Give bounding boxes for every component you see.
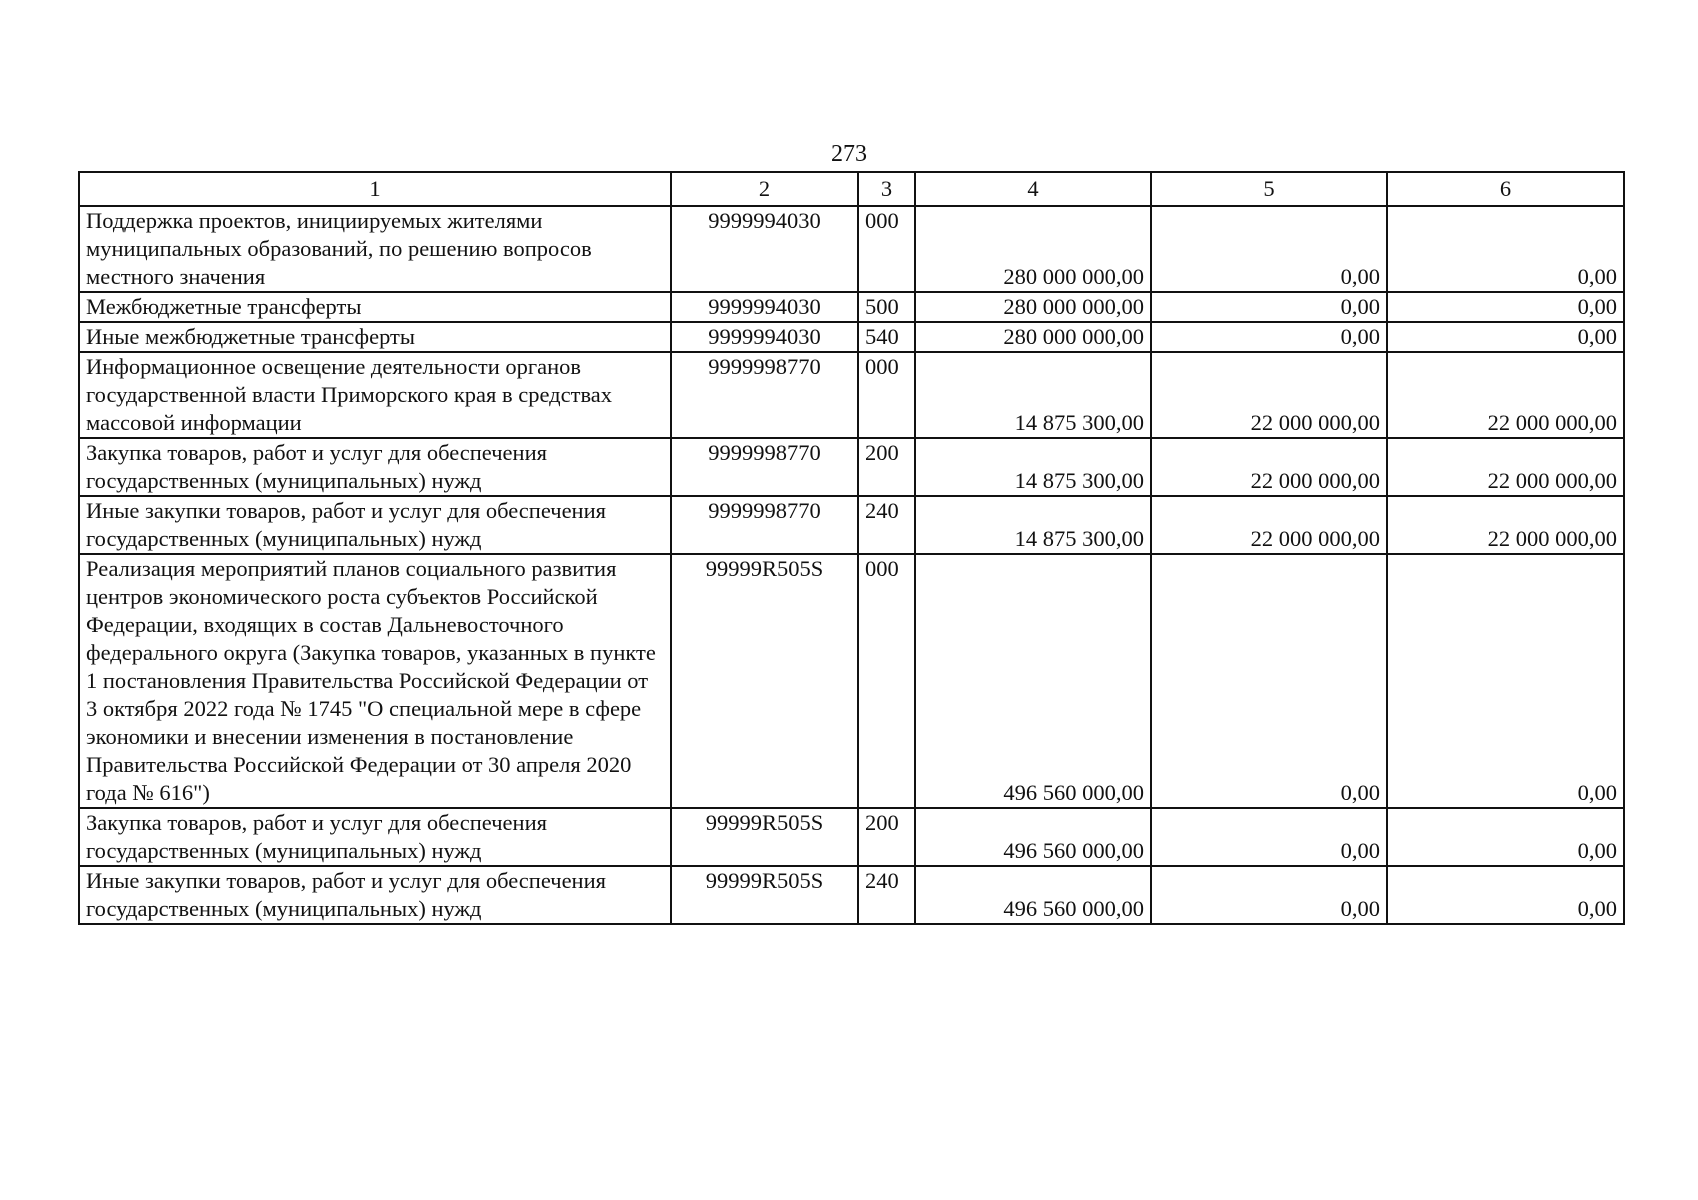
amount-col-6: 0,00 bbox=[1387, 808, 1624, 866]
item-name: Поддержка проектов, инициируемых жителями муниципальных образований, по решению вопросов местного значения bbox=[79, 206, 671, 292]
target-article-code: 9999998770 bbox=[671, 496, 858, 554]
target-article-code: 9999998770 bbox=[671, 438, 858, 496]
amount-col-6: 22 000 000,00 bbox=[1387, 352, 1624, 438]
expense-type-code: 240 bbox=[858, 496, 915, 554]
item-name: Информационное освещение деятельности органов государственной власти Приморского края в средствах массовой информации bbox=[79, 352, 671, 438]
column-number-cell: 4 bbox=[915, 172, 1151, 206]
column-number-cell: 6 bbox=[1387, 172, 1624, 206]
column-number-cell: 1 bbox=[79, 172, 671, 206]
column-number-row bbox=[79, 172, 1624, 206]
page-number: 273 bbox=[831, 141, 867, 167]
amount-col-6: 0,00 bbox=[1387, 206, 1624, 292]
amount-col-4: 496 560 000,00 bbox=[915, 866, 1151, 924]
amount-col-6: 0,00 bbox=[1387, 322, 1624, 352]
amount-col-5: 22 000 000,00 bbox=[1151, 438, 1387, 496]
target-article-code: 99999R505S bbox=[671, 808, 858, 866]
expense-type-code: 000 bbox=[858, 352, 915, 438]
item-name: Иные межбюджетные трансферты bbox=[79, 322, 671, 352]
column-number-cell: 5 bbox=[1151, 172, 1387, 206]
target-article-code: 99999R505S bbox=[671, 866, 858, 924]
amount-col-5: 0,00 bbox=[1151, 322, 1387, 352]
item-name: Закупка товаров, работ и услуг для обеспечения государственных (муниципальных) нужд bbox=[79, 808, 671, 866]
expense-type-code: 000 bbox=[858, 206, 915, 292]
amount-col-4: 14 875 300,00 bbox=[915, 352, 1151, 438]
item-name: Реализация мероприятий планов социального развития центров экономического роста субъектов Российской Федерации, входящих в состав Дальневосточного федерального округа (Закупка товаров, указанных в пункте 1 постановления Правительства Российской Федерации от 3 октября 2022 года № 1745 "О специальной мере в сфере экономики и внесении изменения в постановление Правительства Российской Федерации от 30 апреля 2020 года № 616") bbox=[79, 554, 671, 808]
column-number-cell: 2 bbox=[671, 172, 858, 206]
item-name: Иные закупки товаров, работ и услуг для обеспечения государственных (муниципальных) нужд bbox=[79, 496, 671, 554]
amount-col-6: 22 000 000,00 bbox=[1387, 496, 1624, 554]
amount-col-4: 280 000 000,00 bbox=[915, 322, 1151, 352]
table-row bbox=[79, 496, 1624, 554]
table-row bbox=[79, 866, 1624, 924]
amount-col-6: 0,00 bbox=[1387, 292, 1624, 322]
expense-type-code: 200 bbox=[858, 808, 915, 866]
table-row bbox=[79, 438, 1624, 496]
amount-col-4: 496 560 000,00 bbox=[915, 808, 1151, 866]
expense-type-code: 240 bbox=[858, 866, 915, 924]
target-article-code: 9999994030 bbox=[671, 292, 858, 322]
amount-col-6: 0,00 bbox=[1387, 866, 1624, 924]
target-article-code: 9999994030 bbox=[671, 206, 858, 292]
amount-col-4: 280 000 000,00 bbox=[915, 206, 1151, 292]
amount-col-6: 22 000 000,00 bbox=[1387, 438, 1624, 496]
amount-col-5: 22 000 000,00 bbox=[1151, 352, 1387, 438]
table-row bbox=[79, 206, 1624, 292]
amount-col-4: 280 000 000,00 bbox=[915, 292, 1151, 322]
table-row bbox=[79, 554, 1624, 808]
expense-type-code: 000 bbox=[858, 554, 915, 808]
amount-col-5: 0,00 bbox=[1151, 554, 1387, 808]
amount-col-4: 14 875 300,00 bbox=[915, 438, 1151, 496]
amount-col-4: 496 560 000,00 bbox=[915, 554, 1151, 808]
table-row bbox=[79, 292, 1624, 322]
item-name: Закупка товаров, работ и услуг для обеспечения государственных (муниципальных) нужд bbox=[79, 438, 671, 496]
target-article-code: 99999R505S bbox=[671, 554, 858, 808]
column-number-cell: 3 bbox=[858, 172, 915, 206]
amount-col-5: 0,00 bbox=[1151, 206, 1387, 292]
expense-type-code: 500 bbox=[858, 292, 915, 322]
target-article-code: 9999998770 bbox=[671, 352, 858, 438]
amount-col-5: 0,00 bbox=[1151, 292, 1387, 322]
target-article-code: 9999994030 bbox=[671, 322, 858, 352]
amount-col-4: 14 875 300,00 bbox=[915, 496, 1151, 554]
amount-col-6: 0,00 bbox=[1387, 554, 1624, 808]
table-row bbox=[79, 808, 1624, 866]
amount-col-5: 22 000 000,00 bbox=[1151, 496, 1387, 554]
expense-type-code: 540 bbox=[858, 322, 915, 352]
expense-type-code: 200 bbox=[858, 438, 915, 496]
table-row bbox=[79, 322, 1624, 352]
amount-col-5: 0,00 bbox=[1151, 866, 1387, 924]
budget-table bbox=[78, 171, 1625, 925]
amount-col-5: 0,00 bbox=[1151, 808, 1387, 866]
item-name: Иные закупки товаров, работ и услуг для обеспечения государственных (муниципальных) нужд bbox=[79, 866, 671, 924]
table-row bbox=[79, 352, 1624, 438]
item-name: Межбюджетные трансферты bbox=[79, 292, 671, 322]
